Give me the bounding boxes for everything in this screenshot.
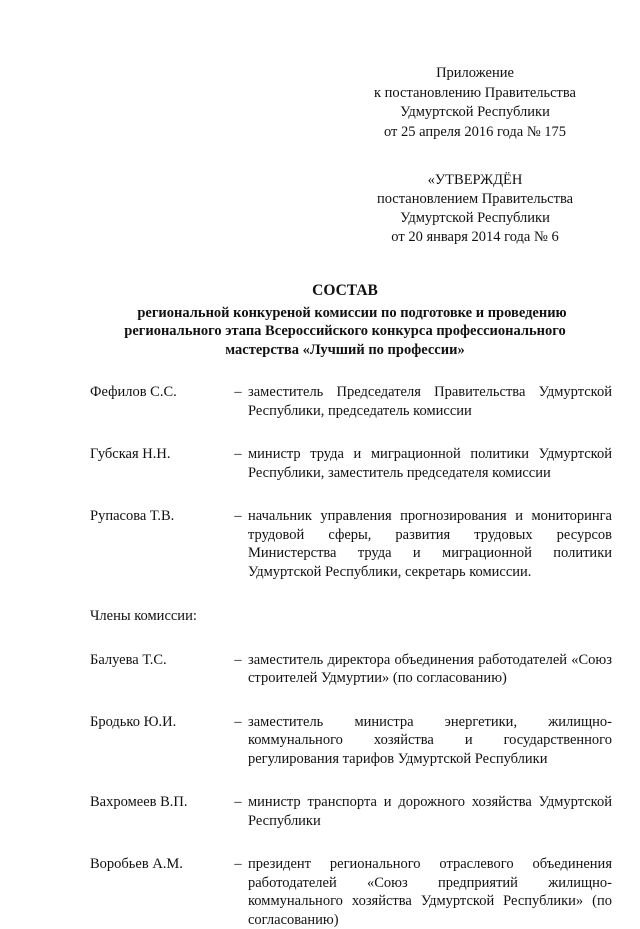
- member-dash: –: [234, 384, 242, 400]
- annex-line: от 25 апреля 2016 года № 175: [383, 123, 567, 140]
- member-dash: –: [234, 794, 242, 810]
- title-main: СОСТАВ: [312, 282, 378, 299]
- member-role: заместитель Председателя Правительства Удмуртской Республики, председатель комиссии: [248, 384, 612, 419]
- member-name: Воробьев А.М.: [90, 856, 183, 872]
- annex-line: к постановлению Правительства: [374, 84, 576, 101]
- member-name: Рупасова Т.В.: [90, 508, 175, 524]
- member-dash: –: [234, 446, 242, 462]
- member-name: Бродько Ю.И.: [90, 713, 177, 730]
- member-dash: –: [234, 856, 242, 872]
- member-row: [90, 855, 612, 929]
- member-role: заместитель директора объединения работодателей «Союз строителей Удмуртии» (по согласованию): [248, 651, 612, 686]
- approved-line: Удмуртской Республики: [400, 210, 550, 226]
- member-row: [90, 507, 612, 581]
- member-role: заместитель министра энергетики, жилищно-коммунального хозяйства и государственного регулирования тарифов Удмуртской Республики: [248, 713, 612, 767]
- member-name: Губская Н.Н.: [90, 446, 171, 462]
- member-row: [90, 793, 612, 830]
- approval-stamp-text: [340, 171, 610, 247]
- member-row: [90, 651, 612, 688]
- member-dash: –: [234, 508, 242, 524]
- member-dash: –: [234, 651, 242, 668]
- approved-line: постановлением Правительства: [376, 191, 574, 207]
- approved-line: от 20 января 2014 года № 6: [391, 229, 559, 245]
- commission-list: [90, 383, 612, 929]
- member-name: Фефилов С.С.: [90, 384, 177, 400]
- member-name: Балуева Т.С.: [90, 651, 167, 668]
- member-dash: –: [234, 713, 242, 730]
- member-role: министр труда и миграционной политики Удмуртской Республики, заместитель председателя комиссии: [248, 446, 612, 481]
- annex-header: [340, 64, 610, 142]
- member-role: президент регионального отраслевого объединения работодателей «Союз предприятий жилищно-коммунального хозяйства Удмуртской Республики» (по согласованию): [248, 856, 612, 928]
- title-line: мастерства «Лучший по профессии»: [225, 341, 465, 358]
- annex-line: Удмуртской Республики: [400, 104, 550, 120]
- member-role: начальник управления прогнозирования и мониторинга трудовой сферы, развития трудовых ресурсов Министерства труда и миграционной политики Удмуртской Республики, секретарь комиссии.: [248, 508, 612, 580]
- approved-line: «УТВЕРЖДЁН: [427, 172, 523, 188]
- members-label: Члены комиссии:: [90, 608, 197, 624]
- title-line: регионального этапа Всероссийского конкурса профессионального: [124, 323, 566, 339]
- member-row: [90, 383, 612, 420]
- member-name: Вахромеев В.П.: [90, 794, 188, 810]
- member-role: министр транспорта и дорожного хозяйства Удмуртской Республики: [248, 794, 612, 829]
- member-row: [90, 445, 612, 482]
- document-title: [80, 282, 610, 359]
- member-row: [90, 713, 612, 769]
- annex-line: Приложение: [436, 65, 514, 81]
- title-line: региональной конкуреной комиссии по подготовке и проведению: [137, 304, 567, 321]
